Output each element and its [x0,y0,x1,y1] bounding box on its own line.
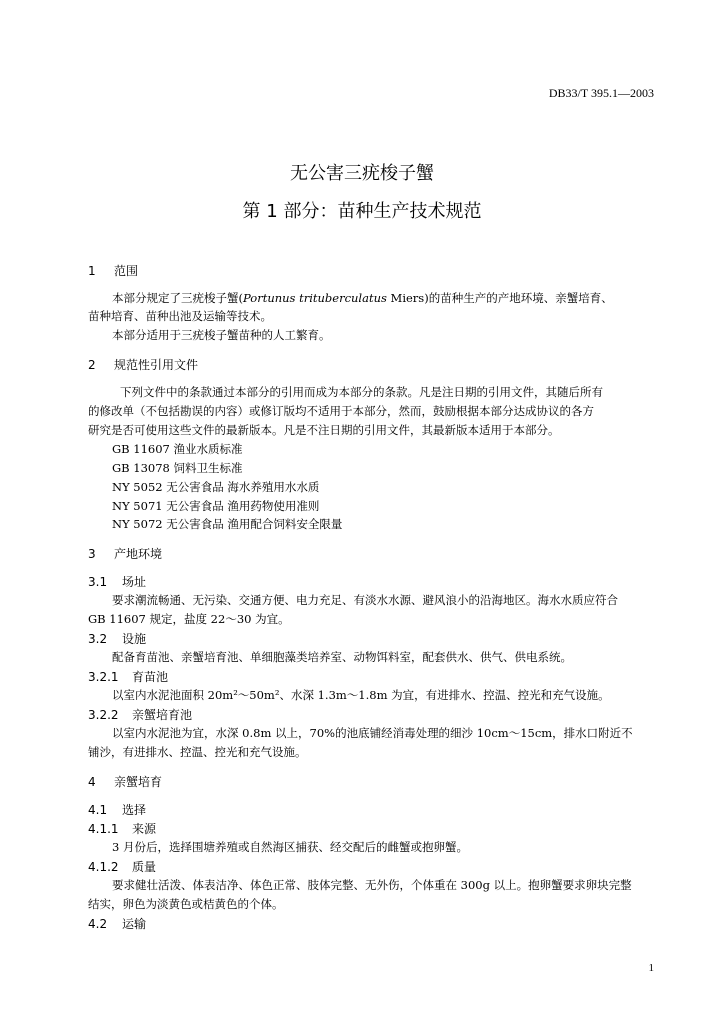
document-title: 无公害三疣梭子蟹 [290,163,434,184]
latin-name: Portunus trituberculatus [243,291,387,305]
section-title: 运输 [122,917,147,931]
section-1-paragraph-1-cont: 苗种培育、苗种出池及运输等技术。 [88,309,272,323]
section-3-1-heading [88,573,146,590]
section-number: 1 [88,264,96,278]
page-number: 1 [648,962,654,974]
text-segment: Miers)的苗种生产的产地环境、亲蟹培育、 [386,291,613,305]
reference-item: NY 5072 无公害食品 渔用配合饲料安全限量 [112,517,343,531]
text-segment: 本部分规定了三疣梭子蟹( [112,291,243,305]
section-3-2-line-1: 配备育苗池、亲蟹培育池、单细胞藻类培养室、动物饵料室，配套供水、供气、供电系统。 [112,650,572,664]
section-4-1-2-line-2: 结实，卵色为淡黄色或桔黄色的个体。 [88,897,284,911]
section-3-2-2-line-2: 铺沙，有进排水、控温、控光和充气设施。 [88,745,307,759]
section-2-line-2: 的修改单（不包括勘误的内容）或修订版均不适用于本部分，然而，鼓励根据本部分达成协议的各方 [88,404,594,418]
reference-item: NY 5071 无公害食品 渔用药物使用准则 [112,499,320,513]
section-number: 4 [88,775,96,789]
section-title: 范围 [114,264,139,278]
section-4-1-1-heading [88,820,156,837]
section-3-2-1-heading [88,668,168,685]
section-title: 亲蟹培育池 [132,708,193,722]
section-3-2-heading [88,630,146,647]
section-title: 规范性引用文件 [114,358,199,372]
section-3-2-2-line-1: 以室内水泥池为宜，水深 0.8m 以上，70%的池底铺经消毒处理的细沙 10cm～15cm，排水口附近不 [112,726,633,740]
document-subtitle: 第 1 部分：苗种生产技术规范 [242,201,482,222]
section-3-2-1-line-1: 以室内水泥池面积 20m²～50m²、水深 1.3m～1.8m 为宜，有进排水、控温、控光和充气设施。 [112,688,610,702]
section-number: 3.1 [88,575,108,589]
section-4-heading [88,773,162,790]
section-4-1-heading [88,801,146,818]
section-number: 3.2.1 [88,670,119,684]
section-title: 产地环境 [114,547,163,561]
section-title: 来源 [132,822,157,836]
section-4-2-heading [88,915,146,932]
section-2-line-3: 研究是否可使用这些文件的最新版本。凡是不注日期的引用文件，其最新版本适用于本部分。 [88,423,560,437]
section-1-heading [88,262,138,279]
section-3-1-line-1: 要求潮流畅通、无污染、交通方便、电力充足、有淡水水源、避风浪小的沿海地区。海水水质应符合 [112,593,618,607]
reference-item: GB 11607 渔业水质标准 [112,442,243,456]
section-3-1-line-2: GB 11607 规定，盐度 22～30 为宜。 [88,612,290,626]
section-3-heading [88,545,162,562]
section-number: 3.2.2 [88,708,119,722]
section-title: 育苗池 [132,670,169,684]
section-number: 4.1.1 [88,822,119,836]
section-2-line-1: 下列文件中的条款通过本部分的引用而成为本部分的条款。凡是注日期的引用文件，其随后所有 [120,385,603,399]
standard-number: DB33/T 395.1—2003 [548,86,654,100]
section-4-1-2-line-1: 要求健壮活泼、体表洁净、体色正常、肢体完整、无外伤，个体重在 300g 以上。抱卵蟹要求卵块完整 [112,878,632,892]
section-1-paragraph-2: 本部分适用于三疣梭子蟹苗种的人工繁育。 [112,328,331,342]
section-title: 选择 [122,803,147,817]
section-4-1-1-line-1: 3 月份后，选择围塘养殖或自然海区捕获、经交配后的雌蟹或抱卵蟹。 [112,840,468,854]
section-number: 3.2 [88,632,108,646]
section-number: 4.1.2 [88,860,119,874]
section-3-2-2-heading [88,706,192,723]
section-1-paragraph-1 [112,290,613,306]
section-number: 4.2 [88,917,108,931]
section-4-1-2-heading [88,858,156,875]
section-number: 3 [88,547,96,561]
section-2-heading [88,356,198,373]
section-title: 场址 [122,575,147,589]
section-number: 4.1 [88,803,108,817]
reference-item: GB 13078 饲料卫生标准 [112,461,243,475]
reference-item: NY 5052 无公害食品 海水养殖用水水质 [112,480,320,494]
section-title: 质量 [132,860,157,874]
section-title: 设施 [122,632,147,646]
section-number: 2 [88,358,96,372]
section-title: 亲蟹培育 [114,775,163,789]
